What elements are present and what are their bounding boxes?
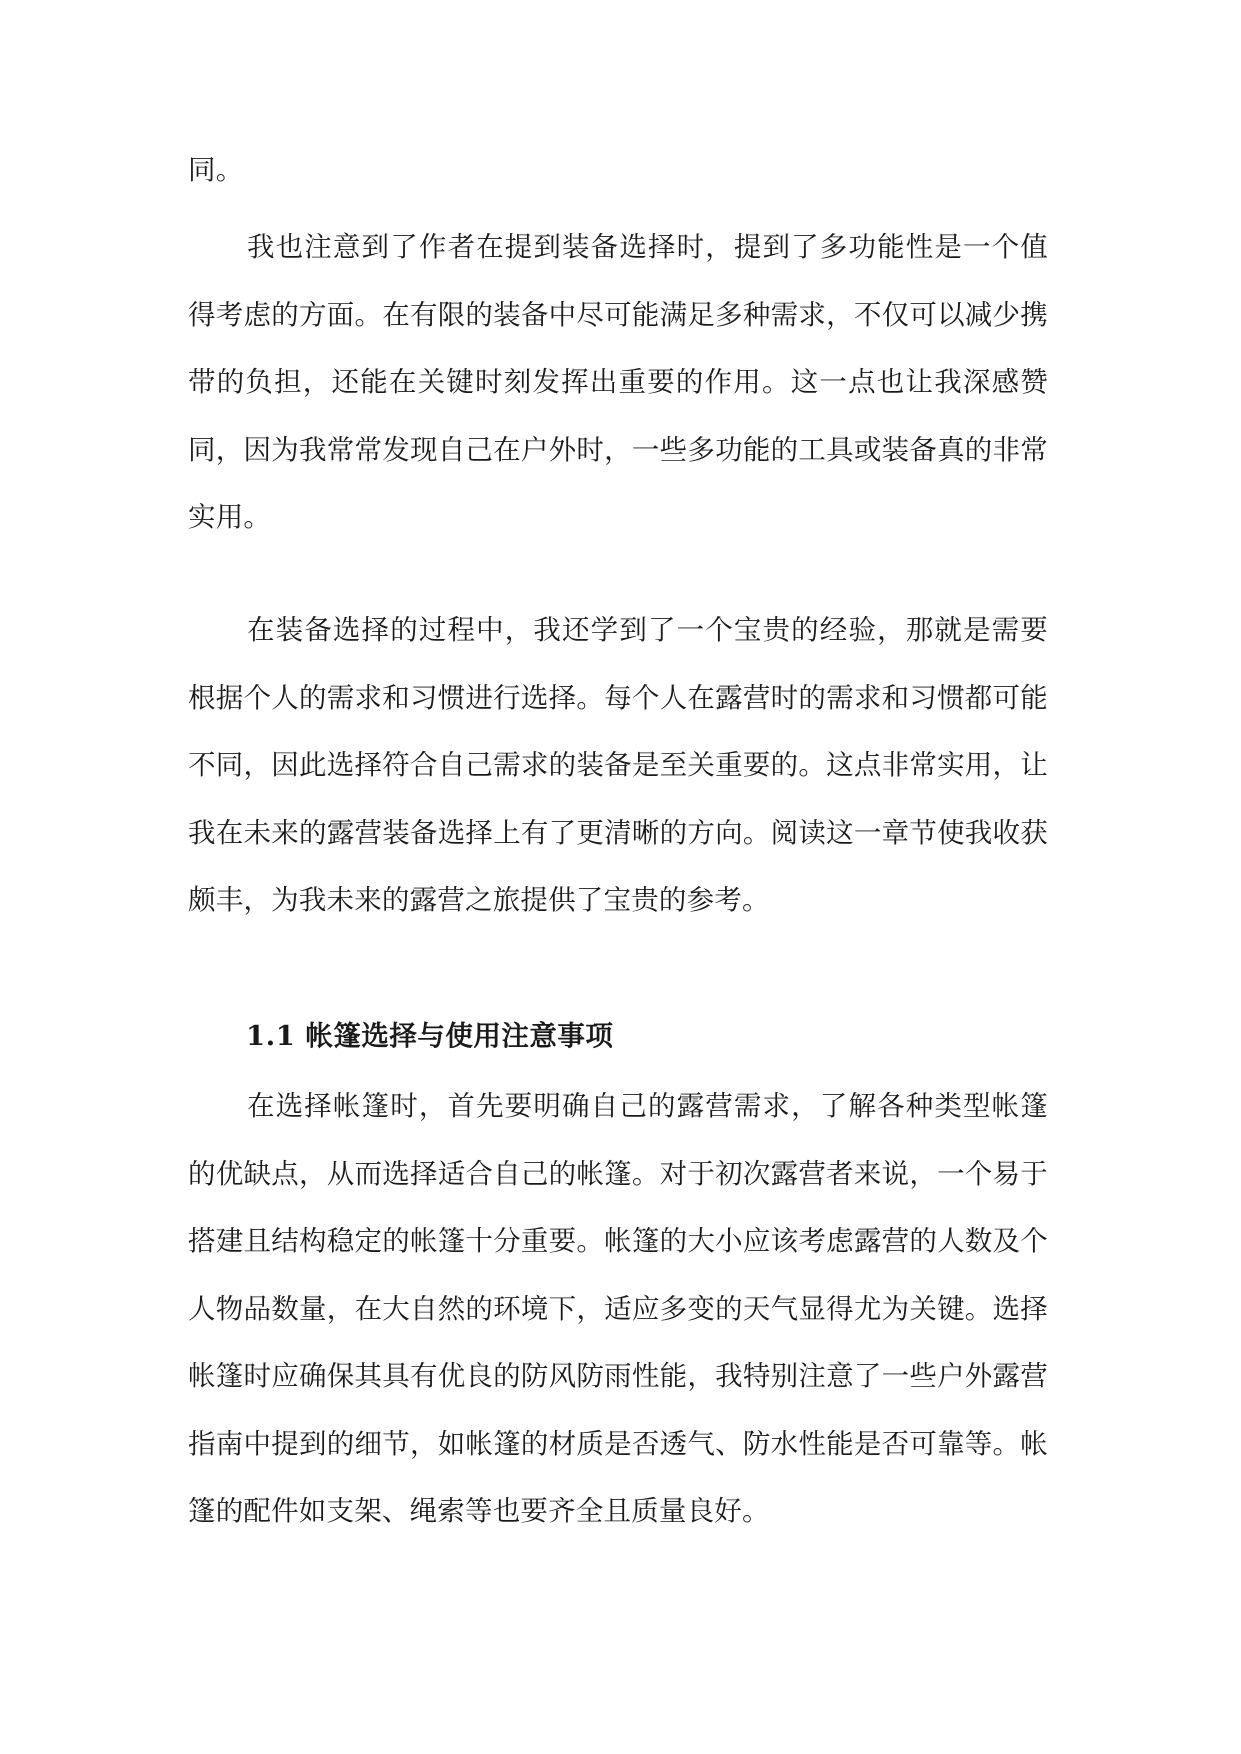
paragraph-personal-needs: 在装备选择的过程中，我还学到了一个宝贵的经验，那就是需要根据个人的需求和习惯进行选择。每个人在露营时的需求和习惯都可能不同，因此选择符合自己需求的装备是至关重要的。这点非常实用，让我在未来的露营装备选择上有了更清晰的方向。阅读这一章节使我收获颇丰，为我未来的露营之旅提供了宝贵的参考。 xyxy=(188,614,1048,916)
paragraph-continuation: 同。 xyxy=(188,154,244,186)
paragraph-tent-selection: 在选择帐篷时，首先要明确自己的露营需求，了解各种类型帐篷的优缺点，从而选择适合自己的帐篷。对于初次露营者来说，一个易于搭建且结构稳定的帐篷十分重要。帐篷的大小应该考虑露营的人数及个人物品数量，在大自然的环境下，适应多变的天气显得尤为关键。选择帐篷时应确保其具有优良的防风防雨性能，我特别注意了一些户外露营指南中提到的细节，如帐篷的材质是否透气、防水性能是否可靠等。帐篷的配件如支架、绳索等也要齐全且质量良好。 xyxy=(188,1090,1048,1527)
section-heading: 1.1 帐篷选择与使用注意事项 xyxy=(246,1020,614,1052)
paragraph-multifunction: 我也注意到了作者在提到装备选择时，提到了多功能性是一个值得考虑的方面。在有限的装备中尽可能满足多种需求，不仅可以减少携带的负担，还能在关键时刻发挥出重要的作用。这一点也让我深感赞同，因为我常常发现自己在户外时，一些多功能的工具或装备真的非常实用。 xyxy=(188,231,1048,533)
